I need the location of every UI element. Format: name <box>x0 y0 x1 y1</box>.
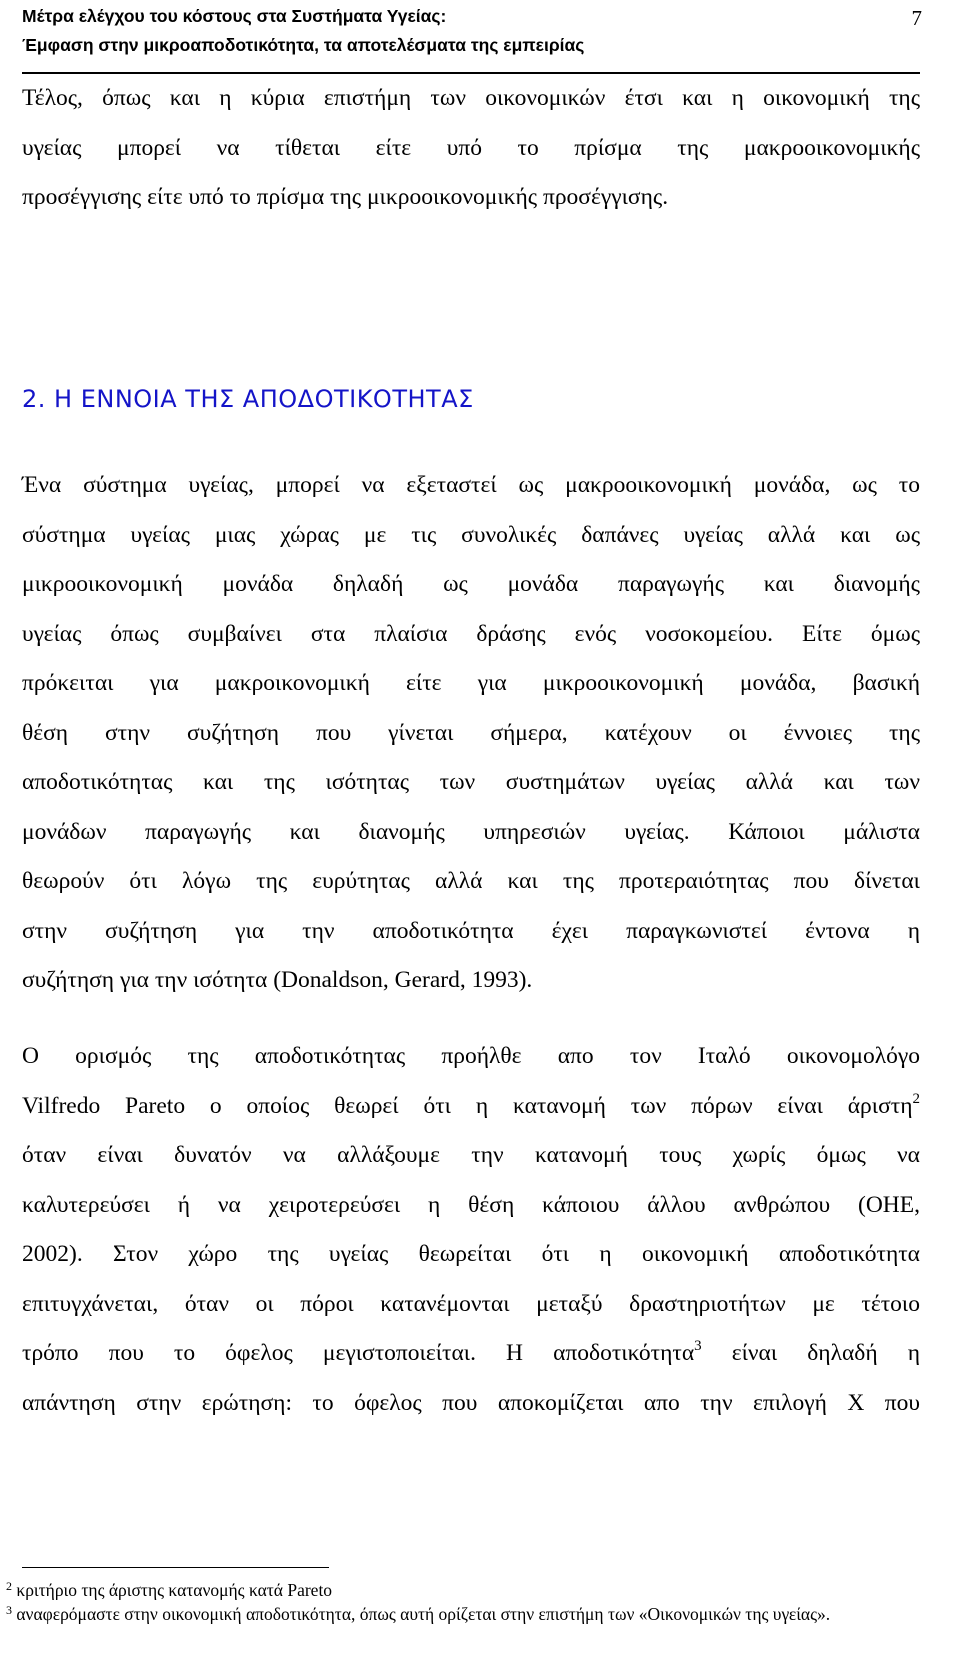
text-line: θέση στην συζήτηση που γίνεται σήμερα, κατέχουν οι έννοιες της <box>22 719 920 746</box>
text-line: μικροοικονομική μονάδα δηλαδή ως μονάδα παραγωγής και διανομής <box>22 571 920 597</box>
footnote-mark: 2 <box>6 1579 12 1593</box>
text-line: σύστημα υγείας μιας χώρας με τις συνολικές δαπάνες υγείας αλλά και ως <box>22 521 920 548</box>
text-line: απάντηση στην ερώτηση: το όφελος που αποκομίζεται απο την επιλογή Χ που <box>22 1389 920 1416</box>
text-line: 2002). Στον χώρο της υγείας θεωρείται ότι η οικονομική αποδοτικότητα <box>22 1241 920 1267</box>
text-line <box>22 1329 920 1379</box>
footnote-3 <box>0 1602 930 1626</box>
footnote-2 <box>0 1578 930 1602</box>
paragraph-pareto <box>22 1032 920 1428</box>
text-fragment: είναι δηλαδή η <box>701 1340 921 1366</box>
footnote-mark: 3 <box>6 1603 12 1617</box>
paragraph-efficiency-concept <box>22 461 920 1006</box>
text-line: υγείας μπορεί να τίθεται είτε υπό το πρίσμα της μακροοικονομικής <box>22 134 920 161</box>
text-line: συζήτηση για την ισότητα (Donaldson, Gerard, 1993). <box>22 967 533 993</box>
footnote-ref-3: 3 <box>694 1338 702 1354</box>
text-line: επιτυγχάνεται, όταν οι πόροι κατανέμονται μεταξύ δραστηριοτήτων με τέτοιο <box>22 1290 920 1317</box>
text-line <box>22 1082 920 1132</box>
text-line: Τέλος, όπως και η κύρια επιστήμη των οικονομικών έτσι και η οικονομική της <box>22 85 920 111</box>
header-title-line-2: Έμφαση στην μικροαποδοτικότητα, τα αποτελέσματα της εμπειρίας <box>22 35 585 55</box>
page-number: 7 <box>911 6 922 30</box>
footnote-text: αναφερόμαστε στην οικονομική αποδοτικότητα, όπως αυτή ορίζεται στην επιστήμη των «Οικονομικών της υγείας». <box>12 1604 831 1624</box>
text-fragment: τρόπο που το όφελος μεγιστοποιείται. Η αποδοτικότητα <box>22 1340 695 1366</box>
text-fragment: Vilfredo Pareto ο οποίος θεωρεί ότι η κατανομή των πόρων είναι άριστη <box>22 1092 913 1119</box>
text-line: Ένα σύστημα υγείας, μπορεί να εξεταστεί ως μακροοικονομική μονάδα, ως το <box>22 472 920 498</box>
footnote-text: κριτήριο της άριστης κατανομής κατά Pareto <box>12 1580 333 1600</box>
text-line: αποδοτικότητας και της ισότητας των συστημάτων υγείας αλλά και των <box>22 769 920 795</box>
text-line: στην συζήτηση για την αποδοτικότητα έχει παραγκωνιστεί έντονα η <box>22 917 920 944</box>
section-heading: 2. Η ΕΝΝΟΙΑ ΤΗΣ ΑΠΟΔΟΤΙΚΟΤΗΤΑΣ <box>22 385 474 413</box>
text-line: πρόκειται για μακροικονομική είτε για μικροοικονομική μονάδα, βασική <box>22 670 920 696</box>
text-line: όταν είναι δυνατόν να αλλάξουμε την κατανομή τους χωρίς όμως να <box>22 1142 920 1168</box>
footnote-separator <box>22 1567 329 1568</box>
text-line: καλυτερεύσει ή να χειροτερεύσει η θέση κάποιου άλλου ανθρώπου (OHE, <box>22 1191 920 1218</box>
paragraph-intro <box>22 74 920 223</box>
text-line: θεωρούν ότι λόγω της ευρύτητας αλλά και της προτεραιότητας που δίνεται <box>22 868 920 894</box>
header-title-line-1: Μέτρα ελέγχου του κόστους στα Συστήματα Υγείας: <box>22 6 447 26</box>
footnotes <box>0 1578 930 1626</box>
text-line: υγείας όπως συμβαίνει στα πλαίσια δράσης ενός νοσοκομείου. Είτε όμως <box>22 620 920 647</box>
text-line: προσέγγισης είτε υπό το πρίσμα της μικροοικονομικής προσέγγισης. <box>22 184 669 210</box>
footnote-ref-2: 2 <box>912 1090 920 1107</box>
text-line: μονάδων παραγωγής και διανομής υπηρεσιών υγείας. Κάποιοι μάλιστα <box>22 818 920 845</box>
text-line: Ο ορισμός της αποδοτικότητας προήλθε απο τον Ιταλό οικονομολόγο <box>22 1043 920 1069</box>
running-header <box>22 2 584 60</box>
